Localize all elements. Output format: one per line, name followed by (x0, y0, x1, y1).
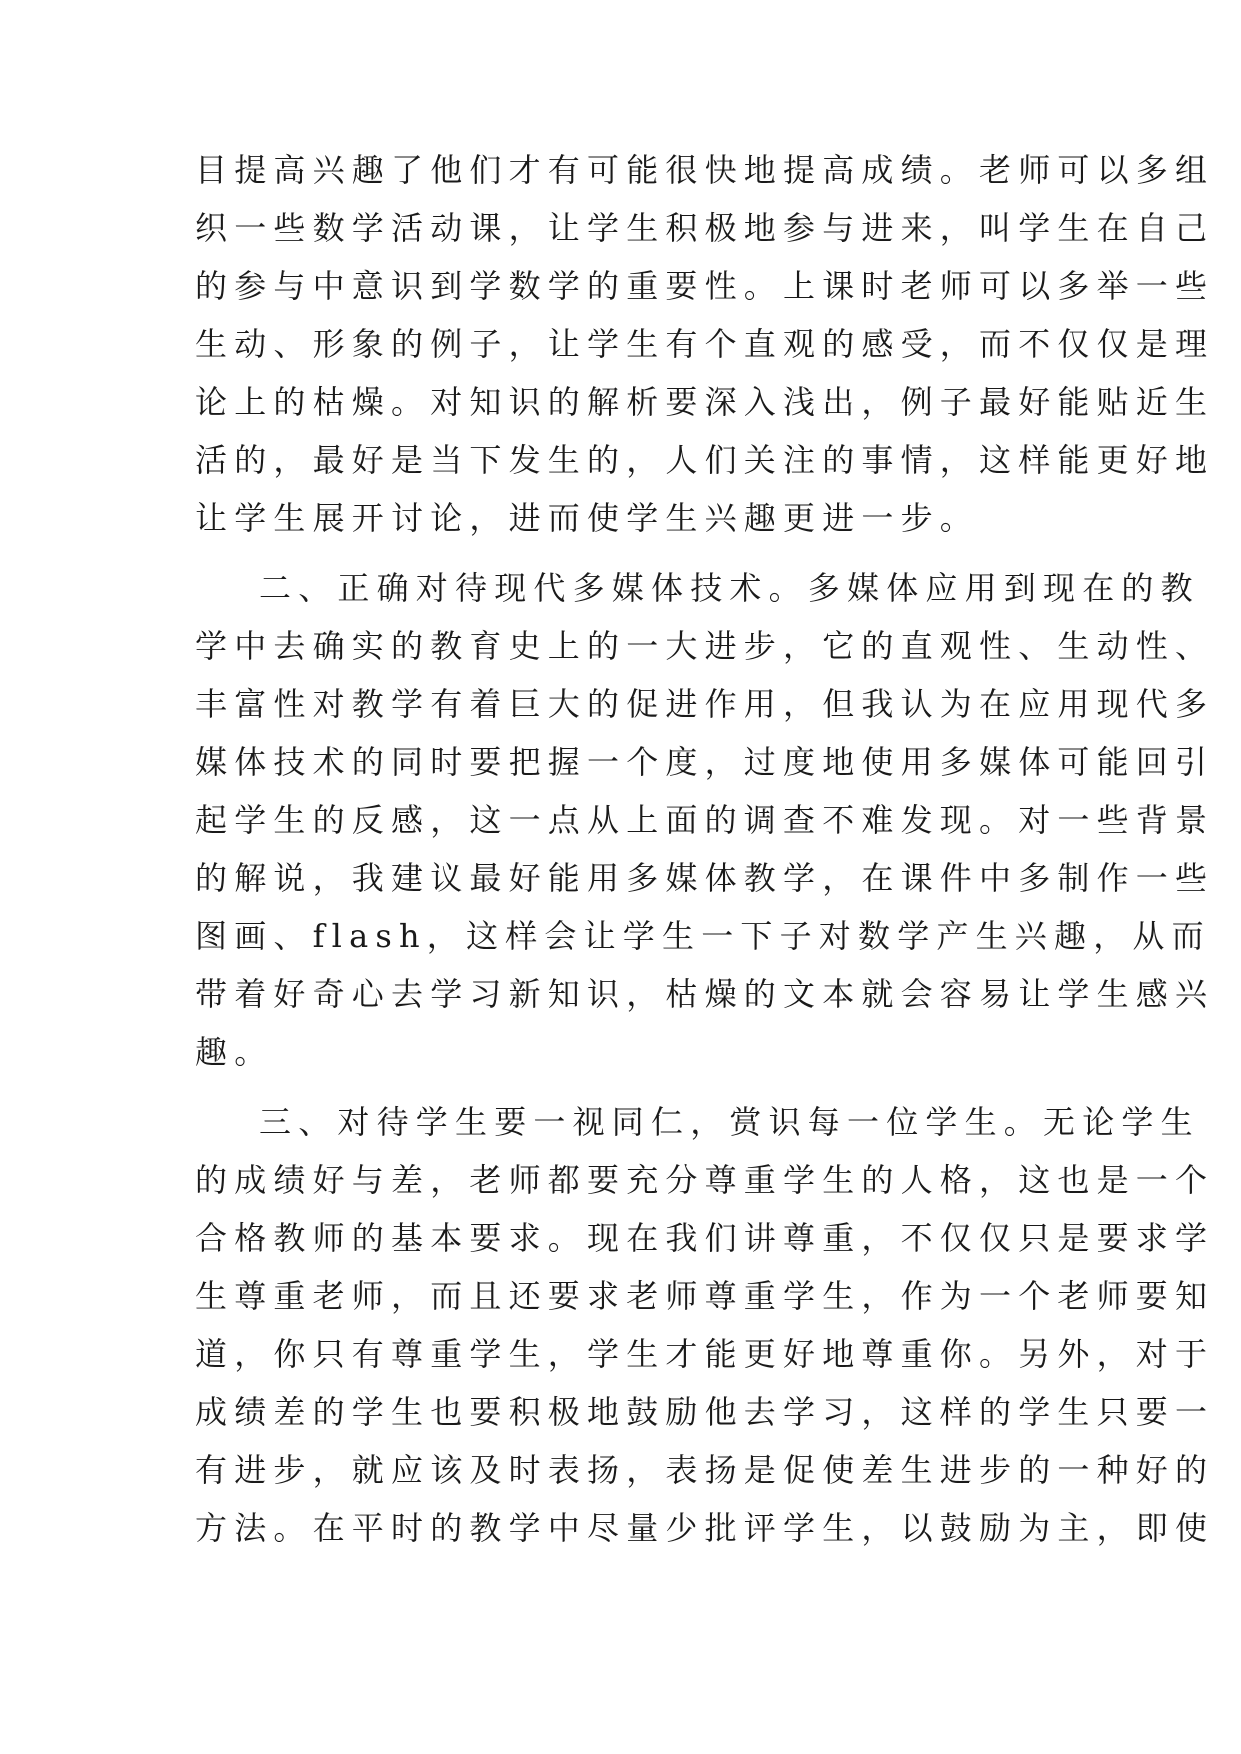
text-line: 让学生展开讨论，进而使学生兴趣更进一步。 (195, 499, 980, 537)
text-line: 媒体技术的同时要把握一个度，过度地使用多媒体可能回引 (195, 743, 1215, 781)
text-line: 起学生的反感，这一点从上面的调查不难发现。对一些背景 (195, 801, 1215, 839)
text-line: 的参与中意识到学数学的重要性。上课时老师可以多举一些 (195, 267, 1215, 305)
text-line: 生动、形象的例子，让学生有个直观的感受，而不仅仅是理 (195, 325, 1215, 363)
text-line: 带着好奇心去学习新知识，枯燥的文本就会容易让学生感兴 (195, 975, 1215, 1013)
text-line: 道，你只有尊重学生，学生才能更好地尊重你。另外，对于 (195, 1335, 1215, 1373)
text-line: 的成绩好与差，老师都要充分尊重学生的人格，这也是一个 (195, 1161, 1215, 1199)
paragraph-heading-three: 三、对待学生要一视同仁，赏识每一位学生。无论学生 (259, 1103, 1200, 1141)
text-line: 学中去确实的教育史上的一大进步，它的直观性、生动性、 (195, 627, 1215, 665)
text-line: 织一些数学活动课，让学生积极地参与进来，叫学生在自己 (195, 209, 1215, 247)
text-line: 趣。 (195, 1033, 274, 1071)
paragraph-heading-two: 二、正确对待现代多媒体技术。多媒体应用到现在的教 (259, 569, 1200, 607)
text-line: 的解说，我建议最好能用多媒体教学，在课件中多制作一些 (195, 859, 1215, 897)
text-line: 方法。在平时的教学中尽量少批评学生，以鼓励为主，即使 (195, 1509, 1215, 1547)
text-line: 图画、flash，这样会让学生一下子对数学产生兴趣，从而 (195, 917, 1211, 955)
text-line: 论上的枯燥。对知识的解析要深入浅出，例子最好能贴近生 (195, 383, 1215, 421)
text-line: 目提高兴趣了他们才有可能很快地提高成绩。老师可以多组 (195, 151, 1215, 189)
text-line: 生尊重老师，而且还要求老师尊重学生，作为一个老师要知 (195, 1277, 1215, 1315)
text-line: 成绩差的学生也要积极地鼓励他去学习，这样的学生只要一 (195, 1393, 1215, 1431)
text-line: 活的，最好是当下发生的，人们关注的事情，这样能更好地 (195, 441, 1215, 479)
text-line: 有进步，就应该及时表扬，表扬是促使差生进步的一种好的 (195, 1451, 1215, 1489)
text-line: 丰富性对教学有着巨大的促进作用，但我认为在应用现代多 (195, 685, 1215, 723)
text-line: 合格教师的基本要求。现在我们讲尊重，不仅仅只是要求学 (195, 1219, 1215, 1257)
